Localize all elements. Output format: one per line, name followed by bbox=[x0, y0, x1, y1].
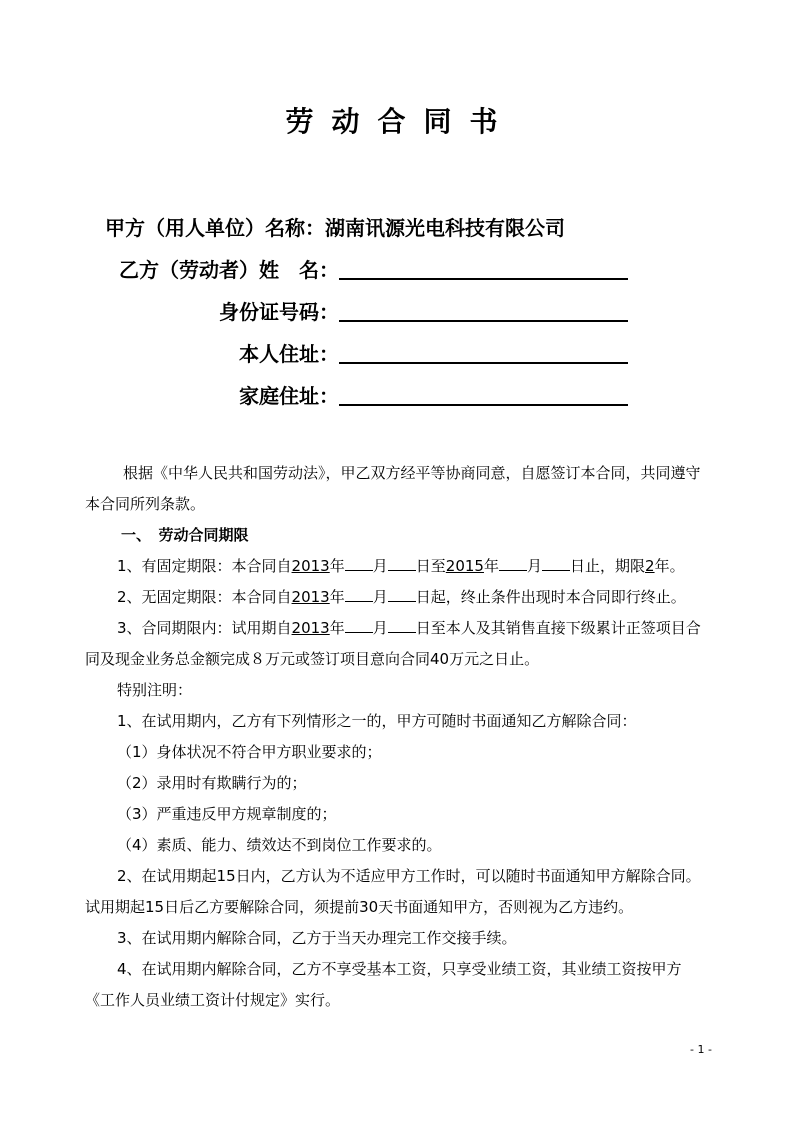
note-line: （2）录用时有欺瞒行为的； bbox=[117, 774, 307, 792]
party-a-label: 甲方（用人单位）名称： bbox=[105, 216, 325, 240]
home-address-field bbox=[105, 380, 339, 412]
end-month-blank[interactable] bbox=[499, 554, 527, 571]
clause-open-term: 2、无固定期限：本合同自2013年 月 日起，终止条件出现时本合同即行终止。 bbox=[85, 582, 711, 613]
party-a-line bbox=[105, 212, 565, 241]
note-line: 2、在试用期起15日内，乙方认为不适应甲方工作时，可以随时书面通知甲方解除合同。试用期起15日后乙方要解除合同，须提前30天书面通知甲方，否则视为乙方违约。 bbox=[85, 867, 701, 916]
note-line: 4、在试用期内解除合同，乙方不享受基本工资，只享受业绩工资，其业绩工资按甲方《工作人员业绩工资计付规定》实行。 bbox=[85, 960, 682, 1009]
clause-fixed-term-value: 2 bbox=[645, 557, 655, 575]
clause-probation-start-year: 2013 bbox=[291, 619, 330, 637]
month-blank[interactable] bbox=[345, 616, 373, 633]
note-line: 1、在试用期内，乙方有下列情形之一的，甲方可随时书面通知乙方解除合同： bbox=[117, 712, 637, 730]
home-address-field-label: 家庭住址： bbox=[239, 384, 339, 408]
day-blank[interactable] bbox=[388, 616, 416, 633]
end-day-blank[interactable] bbox=[542, 554, 570, 571]
id-number-field bbox=[105, 296, 339, 328]
day-blank[interactable] bbox=[388, 585, 416, 602]
section-heading: 一、 劳动合同期限 bbox=[121, 526, 249, 544]
personal-address-field-blank[interactable] bbox=[339, 362, 628, 364]
page-number: - 1 - bbox=[690, 1043, 712, 1056]
note-line: （4）素质、能力、绩效达不到岗位工作要求的。 bbox=[117, 836, 442, 854]
name-field-blank[interactable] bbox=[339, 278, 628, 280]
home-address-field-blank[interactable] bbox=[339, 404, 628, 406]
clause-probation: 3、合同期限内：试用期自2013年 月 日至本人及其销售直接下级累计正签项目合同及现金业务总金额完成８万元或签订项目意向合同40万元之日止。 bbox=[85, 613, 711, 675]
name-field bbox=[105, 254, 339, 286]
document-title: 劳动合同书 bbox=[285, 105, 516, 138]
id-number-field-blank[interactable] bbox=[339, 320, 628, 322]
month-blank[interactable] bbox=[345, 585, 373, 602]
personal-address-field bbox=[105, 338, 339, 370]
clause-fixed-end-year: 2015 bbox=[445, 557, 484, 575]
note-line: （3）严重违反甲方规章制度的； bbox=[117, 805, 337, 823]
note-line: 3、在试用期内解除合同，乙方于当天办理完工作交接手续。 bbox=[117, 929, 517, 947]
note-line: （1）身体状况不符合甲方职业要求的； bbox=[117, 743, 382, 761]
clause-fixed-term: 1、有固定期限：本合同自2013年 月 日至2015年 月 日止，期限2年。 bbox=[85, 551, 711, 582]
day-blank[interactable] bbox=[388, 554, 416, 571]
clause-fixed-start-year: 2013 bbox=[291, 557, 330, 575]
month-blank[interactable] bbox=[345, 554, 373, 571]
party-a-name: 湖南讯源光电科技有限公司 bbox=[325, 216, 565, 240]
clause-open-start-year: 2013 bbox=[291, 588, 330, 606]
id-number-field-label: 身份证号码： bbox=[219, 300, 339, 324]
name-field-label: 乙方（劳动者）姓 名： bbox=[119, 258, 339, 282]
intro-paragraph: 根据《中华人民共和国劳动法》，甲乙双方经平等协商同意，自愿签订本合同，共同遵守本合同所列条款。 bbox=[85, 464, 701, 513]
special-note-heading: 特别注明： bbox=[117, 681, 193, 699]
personal-address-field-label: 本人住址： bbox=[239, 342, 339, 366]
contract-body bbox=[85, 458, 711, 1016]
